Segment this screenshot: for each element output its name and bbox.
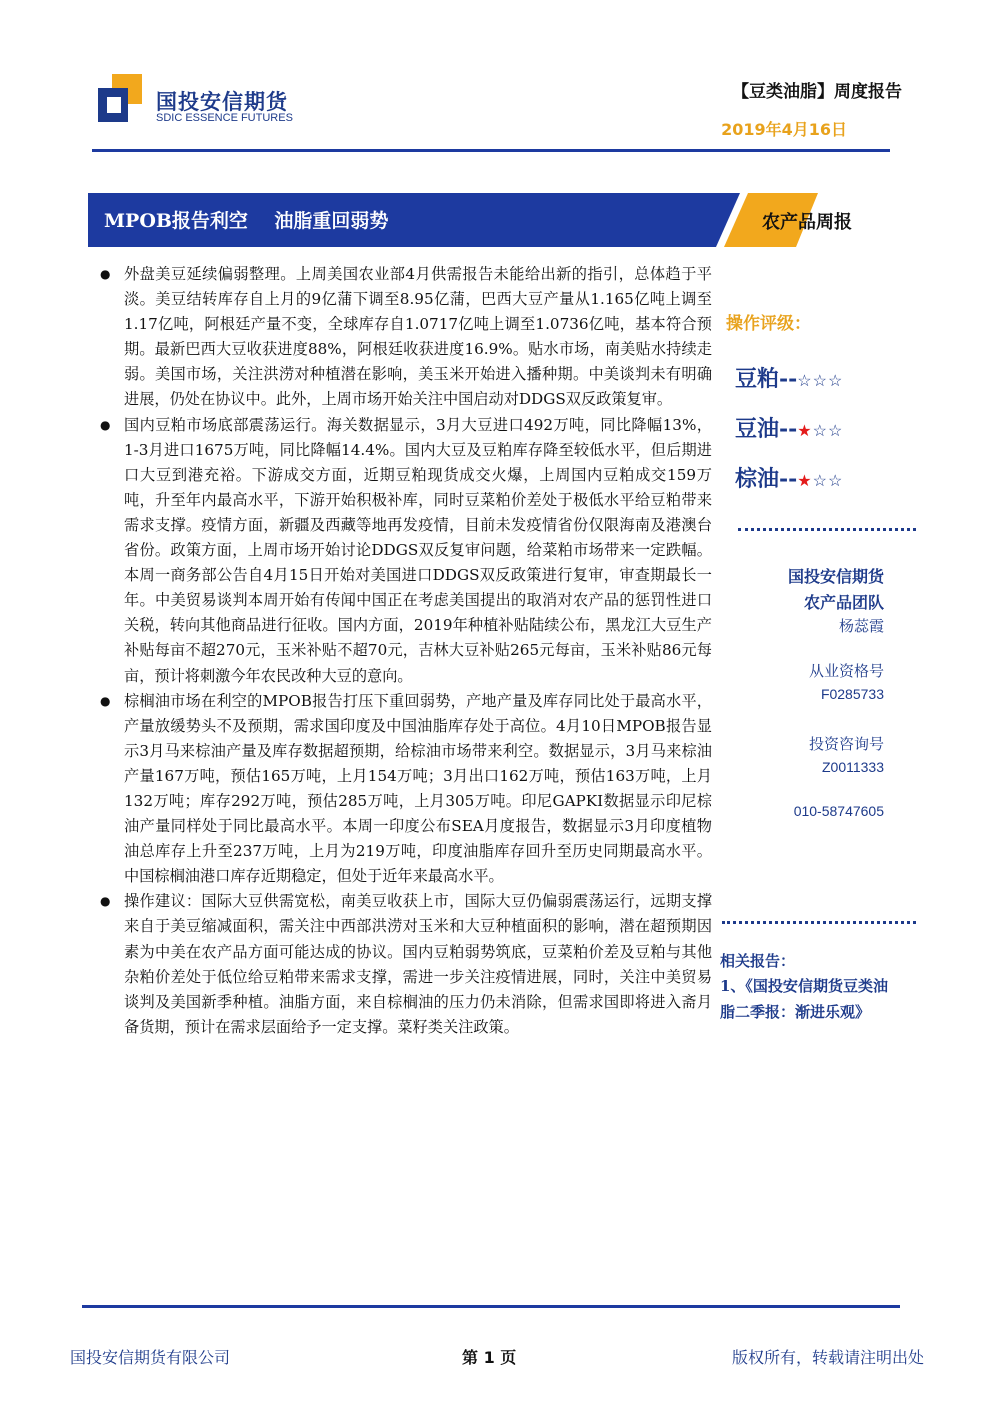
rating-soymeal (735, 362, 843, 393)
star-empty-icon: ☆ (812, 371, 828, 390)
rating-soyoil (735, 412, 843, 443)
consult-number: Z0011333 (821, 759, 884, 775)
cert-label: 从业资格号 (808, 662, 884, 680)
rating-product-name: 豆粕-- (735, 366, 798, 392)
rating-stars (797, 471, 843, 490)
sidebar-divider (738, 528, 916, 531)
report-type: 【豆类油脂】周度报告 (732, 82, 902, 102)
body-paragraph: ● 操作建议：国际大豆供需宽松，南美豆收获上市，国际大豆仍偏弱震荡运行，远期支撑来自于美豆缩减面积，需关注中西部洪涝对玉米和大豆种植面积的影响，潜在超预期因素为中美在农产品方面可能达成的协议。国内豆粕弱势筑底，豆菜粕价差及豆粕与其他杂粕价差处于低位给豆粕带来需求支撑，需进一步关注疫情进展，同时，关注中美贸易谈判及美国新季种植。油脂方面，来自棕榈油的压力仍未消除，但需求国即将进入斋月备货期，预计在需求层面给予一定支撑。菜籽类关注政策。 (98, 889, 712, 1040)
rating-product-name: 豆油-- (735, 416, 798, 442)
phone-number: 010-58747605 (793, 803, 884, 819)
cert-number: F0285733 (820, 686, 884, 702)
logo-name-en: SDIC ESSENCE FUTURES (156, 112, 293, 124)
sidebar-company: 国投安信期货 (787, 567, 884, 586)
star-filled-icon: ★ (797, 421, 813, 440)
report-category-tag: 农产品周报 (762, 212, 852, 233)
analyst-name: 杨蕊霞 (838, 617, 884, 635)
page-number: 第 1 页 (462, 1348, 517, 1367)
star-empty-icon: ☆ (812, 421, 828, 440)
body-paragraph: ● 棕榈油市场在利空的MPOB报告打压下重回弱势，产地产量及库存同比处于最高水平，产量放缓势头不及预期，需求国印度及中国油脂库存处于高位。4月10日MPOB报告显示3月马来棕油产量及库存数据超预期，给棕油市场带来利空。数据显示，3月马来棕油产量167万吨，预估165万吨，上月154万吨；3月出口162万吨，预估163万吨，上月132万吨；库存292万吨，预估285万吨，上月305万吨。印尼GAPKI数据显示印尼棕油产量同样处于同比最高水平。本周一印度公布SEA月度报告，数据显示3月印度植物油总库存上升至237万吨，上月为219万吨，印度油脂库存回升至历史同期最高水平。中国棕榈油港口库存近期稳定，但处于近年来最高水平。 (98, 689, 712, 890)
star-empty-icon: ☆ (827, 471, 844, 490)
related-reports-title: 相关报告： (720, 952, 796, 970)
header-divider (92, 149, 890, 152)
star-empty-icon: ☆ (827, 421, 844, 440)
rating-product-name: 棕油-- (735, 466, 798, 492)
star-empty-icon: ☆ (797, 371, 813, 390)
rating-stars (797, 371, 843, 390)
report-date: 2019年4月16日 (721, 120, 847, 139)
rating-stars (797, 421, 843, 440)
footer-company: 国投安信期货有限公司 (70, 1348, 231, 1367)
rating-palmoil (735, 462, 843, 493)
rating-label: 操作评级： (726, 314, 811, 334)
body-paragraph: ● 外盘美豆延续偏弱整理。上周美国农业部4月供需报告未能给出新的指引，总体趋于平淡。美豆结转库存自上月的9亿蒲下调至8.95亿蒲，巴西大豆产量从1.165亿吨上调至1.17亿吨，阿根廷产量不变，全球库存自1.0717亿吨上调至1.0736亿吨，基本符合预期。最新巴西大豆收获进度88%，阿根廷收获进度16.9%。贴水市场，南美贴水持续走弱。美国市场，关注洪涝对种植潜在影响，美玉米开始进入播种期。中美谈判未有明确进展，仍处在协议中。此外，上周市场开始关注中国启动对DDGS双反政策复审。 (98, 262, 712, 413)
sidebar-team: 农产品团队 (803, 593, 884, 612)
sidebar-divider (722, 921, 916, 924)
star-filled-icon: ★ (797, 471, 813, 490)
body-paragraph: ● 国内豆粕市场底部震荡运行。海关数据显示，3月大豆进口492万吨，同比降幅13%，1-3月进口1675万吨，同比降幅14.4%。国内大豆及豆粕库存降至较低水平，但后期进口大豆到港充裕。下游成交方面，近期豆粕现货成交火爆，上周国内豆粕成交159万吨，升至年内最高水平，下游开始积极补库，同时豆菜粕价差处于极低水平给豆粕带来需求支撑。疫情方面，新疆及西藏等地再发疫情，目前未发疫情省份仅限海南及港澳台省份。政策方面，上周市场开始讨论DDGS双反复审问题，给菜粕市场带来一定跌幅。本周一商务部公告自4月15日开始对美国进口DDGS双反政策进行复审，审查期最长一年。中美贸易谈判本周开始有传闻中国正在考虑美国提出的取消对农产品的惩罚性进口关税，转向其他商品进行征收。国内方面，2019年种植补贴陆续公布，黑龙江大豆生产补贴每亩不超270元，玉米补贴不超70元，吉林大豆补贴265元每亩，玉米补贴86元每亩，预计将刺激今年农民改种大豆的意向。 (98, 413, 712, 689)
logo-name-cn: 国投安信期货 (156, 90, 288, 114)
report-body (98, 262, 712, 1040)
star-empty-icon: ☆ (827, 371, 844, 390)
related-report-link[interactable]: 1、《国投安信期货豆类油脂二季报：渐进乐观》 (720, 977, 888, 1021)
star-empty-icon: ☆ (812, 471, 828, 490)
company-logo-icon (98, 74, 142, 122)
footer-copyright: 版权所有，转载请注明出处 (731, 1348, 924, 1367)
footer-divider (82, 1305, 900, 1308)
report-title: MPOB报告利空 油脂重回弱势 (104, 210, 389, 232)
consult-label: 投资咨询号 (808, 735, 884, 753)
